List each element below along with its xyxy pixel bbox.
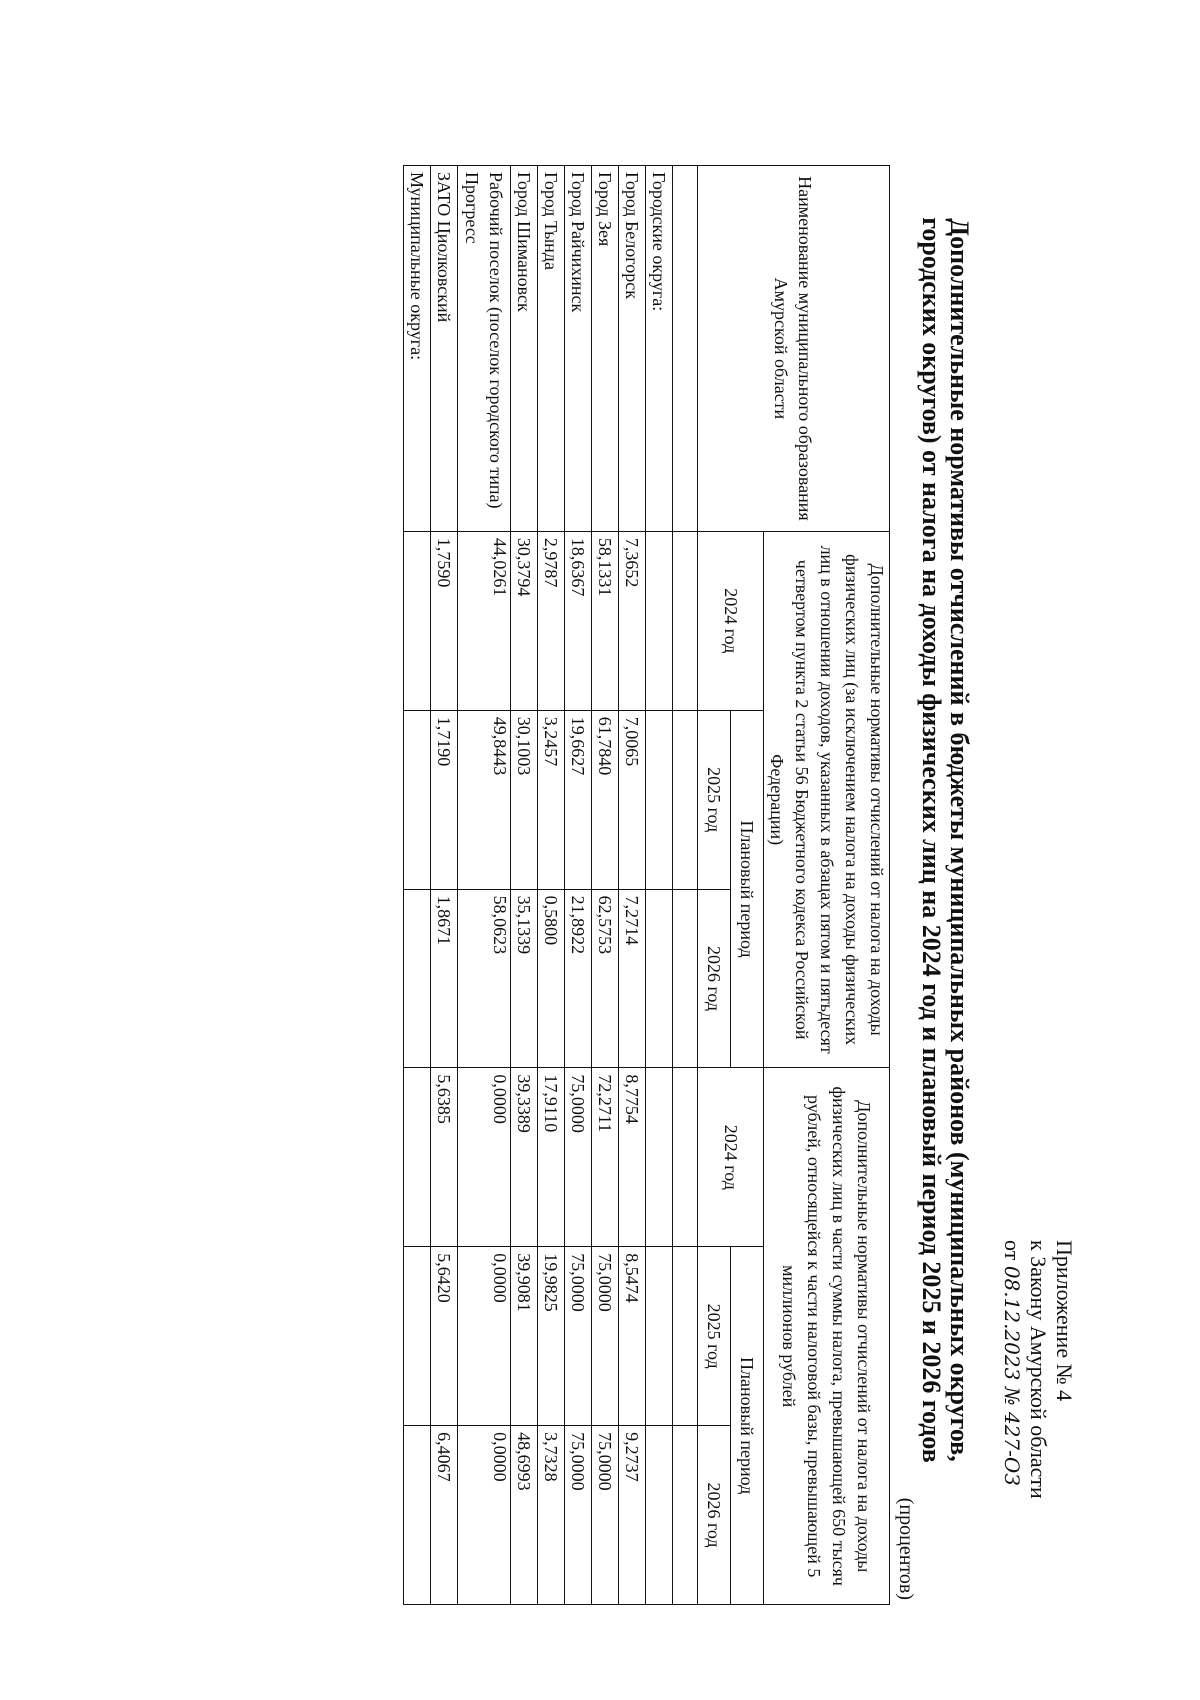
cell-value: 39,3389 [511,1068,538,1247]
cell-value: 17,9110 [538,1068,565,1247]
header-spacer-row [673,166,698,1605]
header-b2-planned: Плановый период [731,1247,764,1605]
cell-value: 2,9787 [538,531,565,710]
cell-value: 30,1003 [511,710,538,889]
cell-value: 1,7190 [431,710,458,889]
cell-value: 75,0000 [565,1247,592,1426]
header-b2-2025: 2025 год [698,1247,731,1426]
document-title [917,175,973,1505]
table-row [592,166,619,1605]
cell-value: 19,9825 [538,1247,565,1426]
cell-value: 21,8922 [565,889,592,1068]
table-row [458,166,511,1605]
cell-value: 35,1339 [511,889,538,1068]
cell-value: 5,6420 [431,1247,458,1426]
appendix-header [999,1240,1077,1600]
cell-value: 5,6385 [431,1068,458,1247]
header-b1-planned: Плановый период [731,710,764,1068]
cell-value: 49,8443 [458,710,511,889]
cell-value: 75,0000 [592,1426,619,1605]
appendix-date-prefix: от [1000,1240,1025,1261]
cell-value: 75,0000 [592,1247,619,1426]
title-line-1: Дополнительные нормативы отчислений в бюджеты муниципальных районов (муниципальных округов, [945,218,974,1462]
table-row [431,166,458,1605]
cell-value: 19,6627 [565,710,592,889]
cell-value: 61,7840 [592,710,619,889]
cell-value: 75,0000 [565,1068,592,1247]
cell-value: 8,5474 [619,1247,646,1426]
cell-value: 6,4067 [431,1426,458,1605]
handwritten-date-number: 08.12.2023 № 427-ОЗ [1000,1265,1024,1486]
header-block-1: Дополнительные нормативы отчислений от налога на доходы физических лиц (за исключением налога на доходы физических лиц в отношении доходов, указанных в абзацах пятом и пятьдесят четвертом пункта 2 статьи 56 Бюджетного кодекса Российской Федерации) [764,531,890,1068]
table-row [619,166,646,1605]
table-row [565,166,592,1605]
cell-value: 58,1331 [592,531,619,710]
cell-value: 48,6993 [511,1426,538,1605]
cell-value: 0,0000 [458,1247,511,1426]
row-name: Город Райчихинск [565,166,592,532]
title-line-2: городских округов) от налога на доходы физических лиц на 2024 год и плановый период 2025 и 2026 годов [917,217,946,1463]
cell-value: 44,0261 [458,531,511,710]
cell-value: 7,2714 [619,889,646,1068]
cell-value: 0,0000 [458,1426,511,1605]
appendix-date-line [999,1240,1025,1600]
cell-value: 7,0065 [619,710,646,889]
appendix-law-ref: к Закону Амурской области [1026,1240,1051,1499]
row-name: Город Шимановск [511,166,538,532]
cell-value: 58,0623 [458,889,511,1068]
header-b2-2026: 2026 год [698,1426,731,1605]
cell-value: 72,2711 [592,1068,619,1247]
cell-value: 7,3652 [619,531,646,710]
table-row [511,166,538,1605]
cell-value: 0,5800 [538,889,565,1068]
row-name: Город Тында [538,166,565,532]
header-b1-2024: 2024 год [698,531,764,710]
row-name: Город Белогорск [619,166,646,532]
cell-value: 1,7590 [431,531,458,710]
cell-value: 1,8671 [431,889,458,1068]
cell-value: 0,0000 [458,1068,511,1247]
cell-value: 39,9081 [511,1247,538,1426]
header-block-2: Дополнительные нормативы отчислений от налога на доходы физических лиц в части суммы налога, превышающей 650 тысяч рублей, относящейся к части налоговой базы, превышающей 5 миллионов рублей [764,1068,890,1605]
appendix-number: Приложение № 4 [1052,1240,1077,1402]
header-municipality-name: Наименование муниципального образования Амурской области [698,166,890,532]
cell-value: 3,2457 [538,710,565,889]
table-row [538,166,565,1605]
row-name: Город Зея [592,166,619,532]
group-label-municipal: Муниципальные округа: [404,166,431,532]
cell-value: 18,6367 [565,531,592,710]
cell-value: 9,2737 [619,1426,646,1605]
units-label: (процентов) [895,1497,917,1600]
row-name: ЗАТО Циолковский [431,166,458,532]
group-row-municipal [404,166,431,1605]
header-b2-2024: 2024 год [698,1068,764,1247]
header-b1-2025: 2025 год [698,710,731,889]
group-label-urban: Городские округа: [646,166,673,532]
cell-value: 62,5753 [592,889,619,1068]
group-row-urban [646,166,673,1605]
norms-table [403,165,890,1605]
cell-value: 8,7754 [619,1068,646,1247]
cell-value: 3,7328 [538,1426,565,1605]
cell-value: 75,0000 [565,1426,592,1605]
rotated-document-sheet [295,155,1095,1610]
header-b1-2026: 2026 год [698,889,731,1068]
cell-value: 30,3794 [511,531,538,710]
row-name: Рабочий поселок (поселок городского типа) Прогресс [458,166,511,532]
